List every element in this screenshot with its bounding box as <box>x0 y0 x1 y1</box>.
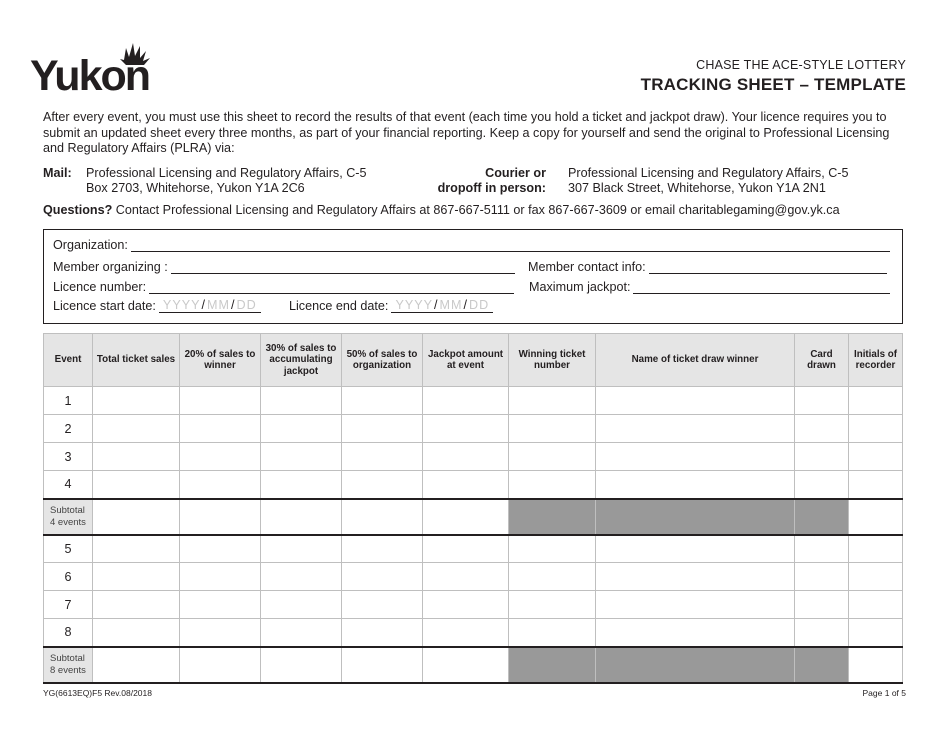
event-number: 6 <box>44 563 93 591</box>
table-cell[interactable] <box>342 471 423 499</box>
table-cell[interactable] <box>342 387 423 415</box>
licence-end-date-label: Licence end date: <box>289 299 389 313</box>
table-row <box>44 471 903 499</box>
table-cell[interactable] <box>93 591 180 619</box>
table-cell[interactable] <box>180 619 261 647</box>
date-day-hint: DD <box>236 298 257 312</box>
table-cell[interactable] <box>849 443 903 471</box>
subtotal-label <box>44 499 93 535</box>
column-header-winning-ticket: Winning ticket number <box>509 334 596 387</box>
table-header-row <box>44 334 903 387</box>
table-cell[interactable] <box>261 619 342 647</box>
questions-label: Questions? <box>43 203 113 217</box>
table-cell[interactable] <box>93 535 180 563</box>
table-row <box>44 415 903 443</box>
table-cell[interactable] <box>795 471 849 499</box>
questions-line <box>43 203 840 217</box>
licence-number-label: Licence number: <box>53 280 147 294</box>
table-cell[interactable] <box>342 619 423 647</box>
organization-field <box>53 236 890 252</box>
event-number: 3 <box>44 443 93 471</box>
table-cell[interactable] <box>261 647 342 683</box>
shaded-cell <box>509 499 596 535</box>
maximum-jackpot-input-line[interactable] <box>633 282 890 294</box>
table-cell[interactable] <box>180 535 261 563</box>
date-month-hint: MM <box>207 298 231 312</box>
column-header-organization-share: 50% of sales to organization <box>342 334 423 387</box>
subtotal-row <box>44 647 903 683</box>
table-cell[interactable] <box>849 415 903 443</box>
table-cell[interactable] <box>342 591 423 619</box>
licence-start-date-input[interactable] <box>159 297 261 313</box>
event-number: 1 <box>44 387 93 415</box>
member-organizing-field <box>53 258 515 274</box>
table-cell[interactable] <box>596 535 795 563</box>
date-year-hint: YYYY <box>395 298 434 312</box>
table-cell[interactable] <box>261 387 342 415</box>
table-cell[interactable] <box>423 647 509 683</box>
table-cell[interactable] <box>596 387 795 415</box>
form-code: YG(6613EQ)F5 Rev.08/2018 <box>43 688 152 698</box>
shaded-cell <box>795 499 849 535</box>
date-separator: / <box>201 298 207 312</box>
licence-start-date-label: Licence start date: <box>53 299 156 313</box>
mail-address-line: Professional Licensing and Regulatory Affairs, C-5 <box>86 166 367 180</box>
date-separator: / <box>463 298 469 312</box>
organization-input-line[interactable] <box>131 240 890 252</box>
date-separator: / <box>434 298 439 312</box>
table-cell[interactable] <box>261 535 342 563</box>
mail-address <box>86 166 366 195</box>
table-cell[interactable] <box>342 415 423 443</box>
table-row <box>44 535 903 563</box>
column-header-winner-share: 20% of sales to winner <box>180 334 261 387</box>
table-cell[interactable] <box>180 443 261 471</box>
table-cell[interactable] <box>180 647 261 683</box>
table-cell[interactable] <box>261 443 342 471</box>
table-row <box>44 387 903 415</box>
maximum-jackpot-label: Maximum jackpot: <box>529 280 631 294</box>
courier-address-line: 307 Black Street, Whitehorse, Yukon Y1A 2N1 <box>568 180 826 195</box>
table-cell[interactable] <box>849 471 903 499</box>
table-cell[interactable] <box>423 499 509 535</box>
licence-end-date-field <box>289 297 493 313</box>
table-cell[interactable] <box>93 647 180 683</box>
table-cell[interactable] <box>596 591 795 619</box>
table-cell[interactable] <box>93 563 180 591</box>
subtotal-count-text: 8 events <box>50 664 86 676</box>
event-number: 8 <box>44 619 93 647</box>
organization-info-box <box>43 229 903 324</box>
table-cell[interactable] <box>261 415 342 443</box>
table-cell[interactable] <box>342 647 423 683</box>
intro-paragraph: After every event, you must use this sheet to record the results of that event (each time you hold a ticket and jackpot draw). Your licence requires you to submit an updated sheet every three months, as part of your financial reporting. Keep a copy for yourself and send the original to Professional Licensing and Regulatory Affairs (PLRA) via: <box>43 110 890 155</box>
event-number: 5 <box>44 535 93 563</box>
column-header-recorder-initials: Initials of recorder <box>849 334 903 387</box>
table-cell[interactable] <box>423 619 509 647</box>
column-header-winner-name: Name of ticket draw winner <box>596 334 795 387</box>
column-header-total-sales: Total ticket sales <box>93 334 180 387</box>
member-contact-input-line[interactable] <box>649 262 887 274</box>
shaded-cell <box>596 499 795 535</box>
table-cell[interactable] <box>342 499 423 535</box>
yukon-logo <box>30 38 165 94</box>
member-contact-field <box>528 258 887 274</box>
table-cell[interactable] <box>180 591 261 619</box>
table-cell[interactable] <box>423 415 509 443</box>
table-cell[interactable] <box>342 563 423 591</box>
table-cell[interactable] <box>509 535 596 563</box>
table-cell[interactable] <box>849 563 903 591</box>
table-cell[interactable] <box>261 499 342 535</box>
page-number: Page 1 of 5 <box>862 688 906 698</box>
table-cell[interactable] <box>509 563 596 591</box>
table-cell[interactable] <box>849 387 903 415</box>
table-row <box>44 591 903 619</box>
table-cell[interactable] <box>596 471 795 499</box>
date-month-hint: MM <box>439 298 463 312</box>
date-separator: / <box>231 298 236 312</box>
shaded-cell <box>795 647 849 683</box>
shaded-cell <box>596 647 795 683</box>
courier-label-line: Courier or <box>485 166 546 180</box>
table-cell[interactable] <box>795 591 849 619</box>
courier-label-line: dropoff in person: <box>437 180 546 195</box>
table-row <box>44 619 903 647</box>
table-cell[interactable] <box>849 499 903 535</box>
table-cell[interactable] <box>261 591 342 619</box>
table-row <box>44 563 903 591</box>
table-cell[interactable] <box>795 387 849 415</box>
licence-number-field <box>53 278 514 294</box>
table-cell[interactable] <box>596 563 795 591</box>
subtotal-count-text: 4 events <box>50 516 86 528</box>
table-cell[interactable] <box>596 619 795 647</box>
yukon-logo-icon <box>30 38 165 94</box>
courier-label <box>438 166 546 195</box>
event-number: 2 <box>44 415 93 443</box>
date-day-hint: DD <box>469 298 490 312</box>
column-header-jackpot-amount: Jackpot amount at event <box>423 334 509 387</box>
table-cell[interactable] <box>93 499 180 535</box>
questions-text: Contact Professional Licensing and Regulatory Affairs at 867-667-5111 or fax 867-667-3609 or email charitablegaming@gov.yk.ca <box>112 203 840 217</box>
table-cell[interactable] <box>596 443 795 471</box>
shaded-cell <box>509 647 596 683</box>
column-header-jackpot-share: 30% of sales to accumulating jackpot <box>261 334 342 387</box>
table-cell[interactable] <box>509 387 596 415</box>
licence-number-input-line[interactable] <box>149 282 514 294</box>
table-cell[interactable] <box>795 535 849 563</box>
table-cell[interactable] <box>180 415 261 443</box>
table-cell[interactable] <box>93 619 180 647</box>
table-row <box>44 443 903 471</box>
table-cell[interactable] <box>423 591 509 619</box>
table-cell[interactable] <box>509 415 596 443</box>
maximum-jackpot-field <box>529 278 890 294</box>
subtotal-label <box>44 647 93 683</box>
table-cell[interactable] <box>342 535 423 563</box>
member-contact-label: Member contact info: <box>528 260 646 274</box>
table-cell[interactable] <box>261 563 342 591</box>
table-cell[interactable] <box>509 591 596 619</box>
table-cell[interactable] <box>596 415 795 443</box>
header-subtitle: CHASE THE ACE-STYLE LOTTERY <box>696 58 906 72</box>
licence-end-date-input[interactable] <box>391 297 493 313</box>
table-cell[interactable] <box>795 443 849 471</box>
table-cell[interactable] <box>180 387 261 415</box>
subtotal-row <box>44 499 903 535</box>
table-cell[interactable] <box>423 535 509 563</box>
courier-address-line: Professional Licensing and Regulatory Affairs, C-5 <box>568 166 849 180</box>
page-title: TRACKING SHEET – TEMPLATE <box>640 75 906 94</box>
table-cell[interactable] <box>423 443 509 471</box>
column-header-event: Event <box>44 334 93 387</box>
logo-wordmark: Yukon <box>30 52 150 94</box>
courier-address <box>568 166 848 195</box>
table-cell[interactable] <box>93 387 180 415</box>
column-header-card-drawn: Card drawn <box>795 334 849 387</box>
table-cell[interactable] <box>93 471 180 499</box>
event-number: 7 <box>44 591 93 619</box>
subtotal-label-text: Subtotal <box>50 653 85 664</box>
member-organizing-label: Member organizing : <box>53 260 168 274</box>
table-cell[interactable] <box>342 443 423 471</box>
organization-label: Organization: <box>53 238 128 252</box>
table-cell[interactable] <box>509 471 596 499</box>
table-cell[interactable] <box>93 443 180 471</box>
mail-courier-block <box>43 166 913 198</box>
table-cell[interactable] <box>509 619 596 647</box>
member-organizing-input-line[interactable] <box>171 262 515 274</box>
table-cell[interactable] <box>795 619 849 647</box>
table-cell[interactable] <box>261 471 342 499</box>
table-cell[interactable] <box>509 443 596 471</box>
document-header <box>641 58 906 95</box>
table-cell[interactable] <box>423 387 509 415</box>
table-cell[interactable] <box>180 499 261 535</box>
table-cell[interactable] <box>180 471 261 499</box>
table-cell[interactable] <box>849 591 903 619</box>
table-cell[interactable] <box>795 415 849 443</box>
table-cell[interactable] <box>180 563 261 591</box>
mail-address-line: Box 2703, Whitehorse, Yukon Y1A 2C6 <box>86 180 305 195</box>
tracking-table <box>43 333 903 684</box>
table-cell[interactable] <box>423 563 509 591</box>
table-cell[interactable] <box>93 415 180 443</box>
mail-label: Mail: <box>43 166 72 180</box>
table-cell[interactable] <box>795 563 849 591</box>
event-number: 4 <box>44 471 93 499</box>
table-cell[interactable] <box>423 471 509 499</box>
table-cell[interactable] <box>849 619 903 647</box>
table-cell[interactable] <box>849 535 903 563</box>
licence-start-date-field <box>53 297 261 313</box>
subtotal-label-text: Subtotal <box>50 505 85 516</box>
date-year-hint: YYYY <box>162 298 201 312</box>
table-cell[interactable] <box>849 647 903 683</box>
